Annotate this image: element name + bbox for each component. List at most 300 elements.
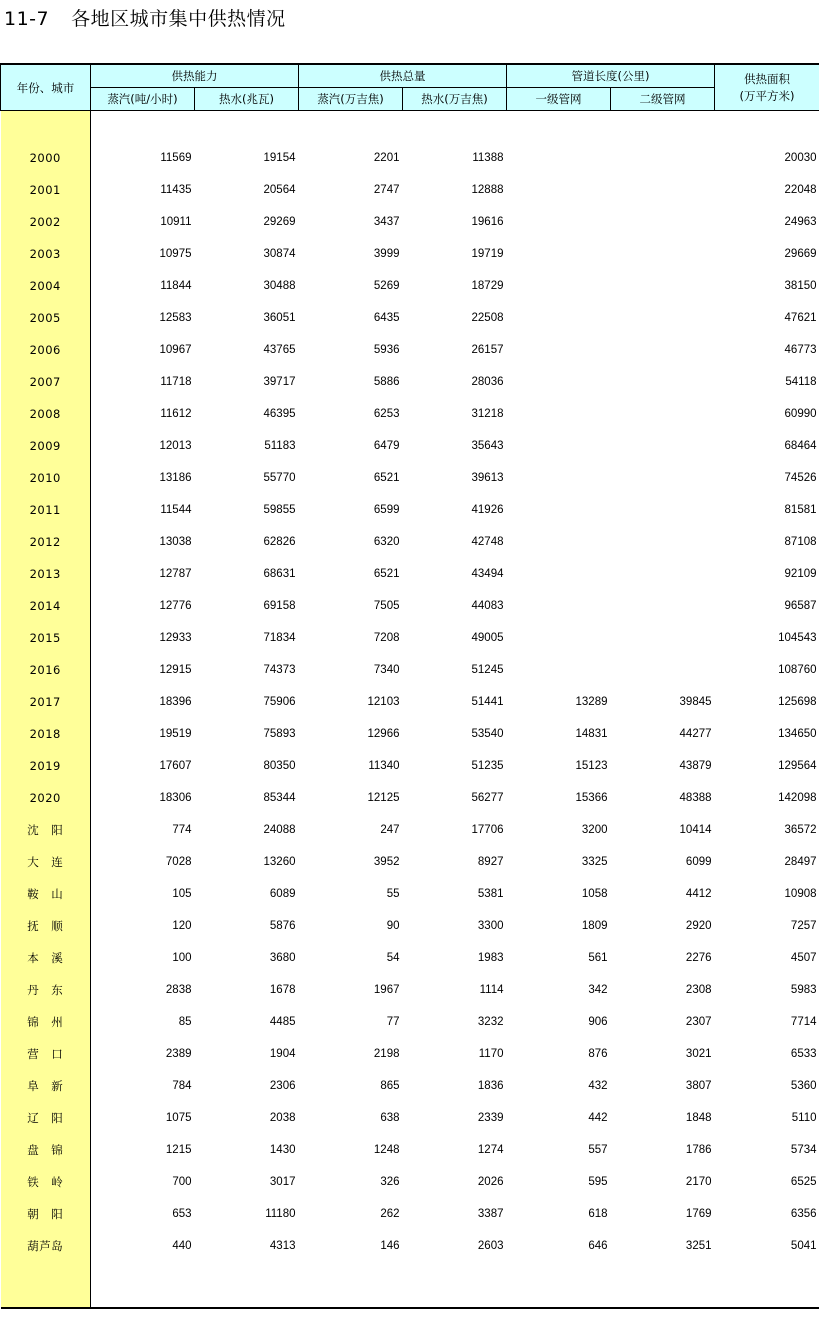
secondary-pipe-cell: 2276 xyxy=(685,952,712,964)
heating-area-cell: 5041 xyxy=(790,1240,817,1252)
steam-total-cell: 326 xyxy=(380,1176,400,1188)
row-label: 丹 东 xyxy=(1,974,91,1006)
hot-water-total-cell: 12888 xyxy=(471,184,504,196)
hot-water-total-cell: 1170 xyxy=(478,1048,504,1060)
steam-capacity-cell: 19519 xyxy=(159,728,192,740)
table-row xyxy=(1,206,819,238)
secondary-pipe-cell: 43879 xyxy=(679,760,712,772)
primary-pipe-cell xyxy=(507,174,611,206)
header-secondary-pipe: 二级管网 xyxy=(611,88,715,111)
row-label: 辽 阳 xyxy=(1,1102,91,1134)
page-title xyxy=(4,4,286,31)
steam-capacity-cell: 784 xyxy=(172,1080,192,1092)
row-label: 2007 xyxy=(1,366,91,398)
secondary-pipe-cell: 2170 xyxy=(685,1176,712,1188)
heating-area-cell: 24963 xyxy=(784,216,817,228)
heating-area-cell: 5983 xyxy=(790,984,817,996)
table-row xyxy=(1,1038,819,1070)
hot-water-capacity-cell: 74373 xyxy=(263,664,296,676)
secondary-pipe-cell: 1786 xyxy=(685,1144,712,1156)
steam-capacity-cell: 17607 xyxy=(159,760,192,772)
table-row xyxy=(1,814,819,846)
row-label: 2019 xyxy=(1,750,91,782)
heating-area-cell: 47621 xyxy=(784,312,817,324)
steam-capacity-cell: 18306 xyxy=(159,792,192,804)
row-label: 2001 xyxy=(1,174,91,206)
table-row xyxy=(1,494,819,526)
steam-total-cell: 5269 xyxy=(373,280,400,292)
header-pipe-length: 管道长度(公里) xyxy=(507,64,715,88)
steam-capacity-cell: 12013 xyxy=(159,440,192,452)
secondary-pipe-cell: 10414 xyxy=(679,824,712,836)
steam-total-cell: 865 xyxy=(380,1080,400,1092)
hot-water-total-cell: 3300 xyxy=(477,920,504,932)
secondary-pipe-cell xyxy=(611,270,715,302)
secondary-pipe-cell xyxy=(611,526,715,558)
primary-pipe-cell xyxy=(507,334,611,366)
hot-water-capacity-cell: 19154 xyxy=(263,152,296,164)
steam-total-cell: 638 xyxy=(380,1112,400,1124)
table-row xyxy=(1,1166,819,1198)
primary-pipe-cell xyxy=(507,558,611,590)
hot-water-capacity-cell: 75906 xyxy=(263,696,296,708)
heating-area-cell: 6525 xyxy=(790,1176,817,1188)
hot-water-total-cell: 2026 xyxy=(477,1176,504,1188)
steam-capacity-cell: 85 xyxy=(178,1016,192,1028)
hot-water-total-cell: 43494 xyxy=(471,568,504,580)
row-label: 2013 xyxy=(1,558,91,590)
primary-pipe-cell: 442 xyxy=(588,1112,608,1124)
heating-area-cell: 5110 xyxy=(791,1112,817,1124)
steam-capacity-cell: 2389 xyxy=(165,1048,192,1060)
primary-pipe-cell xyxy=(507,622,611,654)
table-row xyxy=(1,878,819,910)
row-label: 抚 顺 xyxy=(1,910,91,942)
table-row xyxy=(1,750,819,782)
row-label: 葫芦岛 xyxy=(1,1230,91,1262)
header-steam-total: 蒸汽(万吉焦) xyxy=(299,88,403,111)
hot-water-capacity-cell: 13260 xyxy=(263,856,296,868)
table-row xyxy=(1,942,819,974)
steam-total-cell: 1248 xyxy=(373,1144,400,1156)
steam-total-cell: 247 xyxy=(380,824,400,836)
steam-total-cell: 146 xyxy=(380,1240,400,1252)
primary-pipe-cell: 13289 xyxy=(575,696,608,708)
heating-area-cell: 60990 xyxy=(784,408,817,420)
heating-area-cell: 108760 xyxy=(778,664,817,676)
hot-water-capacity-cell: 43765 xyxy=(263,344,296,356)
heating-area-cell: 125698 xyxy=(778,696,817,708)
steam-total-cell: 6479 xyxy=(373,440,400,452)
header-row-label: 年份、城市 xyxy=(1,64,91,111)
hot-water-total-cell: 2339 xyxy=(477,1112,504,1124)
row-label: 2005 xyxy=(1,302,91,334)
steam-total-cell: 5936 xyxy=(373,344,400,356)
table-row xyxy=(1,174,819,206)
primary-pipe-cell xyxy=(507,654,611,686)
table-row xyxy=(1,398,819,430)
bottom-padding-row xyxy=(1,1262,819,1308)
row-label: 鞍 山 xyxy=(1,878,91,910)
steam-capacity-cell: 10911 xyxy=(160,216,192,228)
hot-water-capacity-cell: 71834 xyxy=(263,632,296,644)
steam-total-cell: 11340 xyxy=(368,760,400,772)
hot-water-total-cell: 2603 xyxy=(477,1240,504,1252)
steam-capacity-cell: 653 xyxy=(172,1208,192,1220)
heating-area-cell: 5360 xyxy=(790,1080,817,1092)
row-label: 2009 xyxy=(1,430,91,462)
secondary-pipe-cell xyxy=(611,430,715,462)
secondary-pipe-cell xyxy=(611,206,715,238)
hot-water-total-cell: 41926 xyxy=(471,504,504,516)
row-label: 2004 xyxy=(1,270,91,302)
hot-water-capacity-cell: 3680 xyxy=(269,952,296,964)
heating-area-cell: 129564 xyxy=(778,760,817,772)
hot-water-total-cell: 56277 xyxy=(471,792,504,804)
heating-area-cell: 134650 xyxy=(778,728,817,740)
heating-area-cell: 6356 xyxy=(790,1208,817,1220)
steam-total-cell: 6521 xyxy=(373,472,400,484)
table-row xyxy=(1,302,819,334)
heating-area-cell: 22048 xyxy=(784,184,817,196)
row-label: 盘 锦 xyxy=(1,1134,91,1166)
hot-water-total-cell: 11388 xyxy=(472,152,504,164)
primary-pipe-cell: 595 xyxy=(588,1176,608,1188)
hot-water-total-cell: 1983 xyxy=(477,952,504,964)
row-label: 锦 州 xyxy=(1,1006,91,1038)
table-row xyxy=(1,1006,819,1038)
header-area-unit: (万平方米) xyxy=(739,88,795,103)
table-row xyxy=(1,654,819,686)
heating-area-cell: 7714 xyxy=(790,1016,817,1028)
steam-capacity-cell: 700 xyxy=(172,1176,192,1188)
steam-capacity-cell: 1215 xyxy=(165,1144,192,1156)
primary-pipe-cell xyxy=(507,398,611,430)
hot-water-capacity-cell: 4313 xyxy=(269,1240,296,1252)
primary-pipe-cell xyxy=(507,366,611,398)
steam-total-cell: 6599 xyxy=(373,504,400,516)
secondary-pipe-cell: 1769 xyxy=(685,1208,712,1220)
row-label: 铁 岭 xyxy=(1,1166,91,1198)
row-label: 2020 xyxy=(1,782,91,814)
hot-water-total-cell: 28036 xyxy=(471,376,504,388)
steam-capacity-cell: 774 xyxy=(172,824,192,836)
steam-total-cell: 6253 xyxy=(373,408,400,420)
steam-capacity-cell: 12915 xyxy=(159,664,192,676)
steam-total-cell: 12125 xyxy=(367,792,400,804)
hot-water-capacity-cell: 20564 xyxy=(263,184,296,196)
primary-pipe-cell: 3325 xyxy=(581,856,608,868)
hot-water-capacity-cell: 1430 xyxy=(269,1144,296,1156)
primary-pipe-cell xyxy=(507,526,611,558)
hot-water-capacity-cell: 3017 xyxy=(269,1176,296,1188)
hot-water-total-cell: 19616 xyxy=(471,216,504,228)
header-hot-water-capacity: 热水(兆瓦) xyxy=(195,88,299,111)
secondary-pipe-cell: 2920 xyxy=(685,920,712,932)
steam-capacity-cell: 7028 xyxy=(165,856,192,868)
table-title: 各地区城市集中供热情况 xyxy=(71,8,286,30)
hot-water-capacity-cell: 80350 xyxy=(263,760,296,772)
row-label: 2015 xyxy=(1,622,91,654)
table-row xyxy=(1,974,819,1006)
hot-water-total-cell: 51441 xyxy=(471,696,504,708)
steam-capacity-cell: 11718 xyxy=(160,376,192,388)
row-label: 朝 阳 xyxy=(1,1198,91,1230)
hot-water-capacity-cell: 6089 xyxy=(269,888,296,900)
hot-water-total-cell: 17706 xyxy=(471,824,504,836)
hot-water-total-cell: 53540 xyxy=(471,728,504,740)
row-label: 沈 阳 xyxy=(1,814,91,846)
steam-capacity-cell: 12583 xyxy=(159,312,192,324)
secondary-pipe-cell: 2308 xyxy=(685,984,712,996)
row-label: 2014 xyxy=(1,590,91,622)
primary-pipe-cell: 906 xyxy=(588,1016,608,1028)
heating-area-cell: 96587 xyxy=(784,600,817,612)
heating-area-cell: 28497 xyxy=(784,856,817,868)
steam-capacity-cell: 1075 xyxy=(165,1112,192,1124)
table-body xyxy=(1,111,819,1309)
hot-water-capacity-cell: 75893 xyxy=(263,728,296,740)
primary-pipe-cell: 15366 xyxy=(575,792,608,804)
hot-water-capacity-cell: 55770 xyxy=(263,472,296,484)
secondary-pipe-cell: 48388 xyxy=(679,792,712,804)
hot-water-capacity-cell: 29269 xyxy=(263,216,296,228)
hot-water-capacity-cell: 46395 xyxy=(263,408,296,420)
table-row xyxy=(1,910,819,942)
steam-total-cell: 7505 xyxy=(373,600,400,612)
hot-water-total-cell: 31218 xyxy=(471,408,504,420)
secondary-pipe-cell xyxy=(611,238,715,270)
secondary-pipe-cell xyxy=(611,334,715,366)
table-row xyxy=(1,558,819,590)
secondary-pipe-cell: 3807 xyxy=(685,1080,712,1092)
primary-pipe-cell: 1058 xyxy=(581,888,608,900)
secondary-pipe-cell xyxy=(611,142,715,174)
secondary-pipe-cell xyxy=(611,494,715,526)
hot-water-total-cell: 1836 xyxy=(477,1080,504,1092)
steam-total-cell: 6521 xyxy=(373,568,400,580)
hot-water-total-cell: 49005 xyxy=(471,632,504,644)
hot-water-capacity-cell: 85344 xyxy=(263,792,296,804)
primary-pipe-cell: 1809 xyxy=(581,920,608,932)
heating-area-cell: 68464 xyxy=(784,440,817,452)
hot-water-total-cell: 8927 xyxy=(477,856,504,868)
hot-water-capacity-cell: 36051 xyxy=(263,312,296,324)
heating-area-cell: 92109 xyxy=(784,568,817,580)
hot-water-total-cell: 3232 xyxy=(477,1016,504,1028)
row-label: 2010 xyxy=(1,462,91,494)
header-capacity: 供热能力 xyxy=(91,64,299,88)
heating-area-cell: 6533 xyxy=(790,1048,817,1060)
row-label: 营 口 xyxy=(1,1038,91,1070)
steam-capacity-cell: 11612 xyxy=(160,408,192,420)
header-area-label: 供热面积 xyxy=(744,71,791,86)
header-primary-pipe: 一级管网 xyxy=(507,88,611,111)
heating-area-cell: 36572 xyxy=(784,824,817,836)
row-label: 2006 xyxy=(1,334,91,366)
steam-total-cell: 2747 xyxy=(373,184,400,196)
secondary-pipe-cell xyxy=(611,302,715,334)
heating-area-cell: 5734 xyxy=(790,1144,817,1156)
table-row xyxy=(1,590,819,622)
hot-water-capacity-cell: 51183 xyxy=(264,440,296,452)
secondary-pipe-cell: 44277 xyxy=(679,728,712,740)
heating-area-cell: 4507 xyxy=(790,952,817,964)
primary-pipe-cell: 618 xyxy=(588,1208,608,1220)
hot-water-total-cell: 3387 xyxy=(477,1208,504,1220)
steam-total-cell: 77 xyxy=(386,1016,400,1028)
heating-area-cell: 142098 xyxy=(778,792,817,804)
heating-table xyxy=(0,63,819,1309)
secondary-pipe-cell xyxy=(611,462,715,494)
secondary-pipe-cell: 2307 xyxy=(685,1016,712,1028)
primary-pipe-cell: 432 xyxy=(588,1080,608,1092)
steam-capacity-cell: 13186 xyxy=(159,472,192,484)
heating-area-cell: 81581 xyxy=(784,504,817,516)
row-label: 2017 xyxy=(1,686,91,718)
hot-water-capacity-cell: 4485 xyxy=(269,1016,296,1028)
table-row xyxy=(1,238,819,270)
row-label: 2016 xyxy=(1,654,91,686)
hot-water-total-cell: 35643 xyxy=(471,440,504,452)
hot-water-capacity-cell: 39717 xyxy=(263,376,296,388)
steam-capacity-cell: 12787 xyxy=(159,568,192,580)
spacer-row xyxy=(1,111,819,143)
table-row xyxy=(1,142,819,174)
steam-capacity-cell: 12776 xyxy=(159,600,192,612)
hot-water-capacity-cell: 11180 xyxy=(265,1208,296,1220)
secondary-pipe-cell xyxy=(611,366,715,398)
heating-area-cell: 10908 xyxy=(784,888,817,900)
table-row xyxy=(1,430,819,462)
primary-pipe-cell xyxy=(507,494,611,526)
primary-pipe-cell: 561 xyxy=(588,952,608,964)
heating-area-cell: 74526 xyxy=(784,472,817,484)
steam-capacity-cell: 11844 xyxy=(160,280,192,292)
primary-pipe-cell xyxy=(507,590,611,622)
header-steam-capacity: 蒸汽(吨/小时) xyxy=(91,88,195,111)
secondary-pipe-cell: 6099 xyxy=(685,856,712,868)
primary-pipe-cell xyxy=(507,430,611,462)
table-header xyxy=(1,64,819,111)
steam-total-cell: 262 xyxy=(380,1208,400,1220)
table-row xyxy=(1,334,819,366)
table-row xyxy=(1,846,819,878)
row-label: 阜 新 xyxy=(1,1070,91,1102)
table-number: 11-7 xyxy=(4,8,50,30)
steam-total-cell: 90 xyxy=(386,920,400,932)
header-total: 供热总量 xyxy=(299,64,507,88)
row-label: 2018 xyxy=(1,718,91,750)
hot-water-total-cell: 22508 xyxy=(471,312,504,324)
hot-water-total-cell: 51245 xyxy=(471,664,504,676)
table-row xyxy=(1,1102,819,1134)
hot-water-capacity-cell: 68631 xyxy=(263,568,296,580)
secondary-pipe-cell xyxy=(611,622,715,654)
hot-water-capacity-cell: 1678 xyxy=(269,984,296,996)
primary-pipe-cell: 3200 xyxy=(581,824,608,836)
steam-total-cell: 5886 xyxy=(373,376,400,388)
hot-water-capacity-cell: 69158 xyxy=(263,600,296,612)
secondary-pipe-cell: 3251 xyxy=(685,1240,712,1252)
steam-capacity-cell: 120 xyxy=(172,920,192,932)
hot-water-total-cell: 1274 xyxy=(477,1144,504,1156)
steam-capacity-cell: 11544 xyxy=(160,504,192,516)
steam-total-cell: 7340 xyxy=(373,664,400,676)
hot-water-total-cell: 18729 xyxy=(471,280,504,292)
heating-area-cell: 87108 xyxy=(784,536,817,548)
steam-total-cell: 2201 xyxy=(373,152,400,164)
primary-pipe-cell: 15123 xyxy=(575,760,608,772)
hot-water-total-cell: 44083 xyxy=(471,600,504,612)
row-label: 2008 xyxy=(1,398,91,430)
hot-water-capacity-cell: 62826 xyxy=(263,536,296,548)
primary-pipe-cell xyxy=(507,270,611,302)
primary-pipe-cell: 557 xyxy=(588,1144,608,1156)
table-row xyxy=(1,1198,819,1230)
hot-water-capacity-cell: 30874 xyxy=(263,248,296,260)
heating-area-cell: 38150 xyxy=(784,280,817,292)
secondary-pipe-cell: 1848 xyxy=(685,1112,712,1124)
secondary-pipe-cell xyxy=(611,654,715,686)
row-label: 2002 xyxy=(1,206,91,238)
primary-pipe-cell xyxy=(507,462,611,494)
primary-pipe-cell: 342 xyxy=(588,984,608,996)
hot-water-total-cell: 42748 xyxy=(471,536,504,548)
steam-capacity-cell: 100 xyxy=(172,952,192,964)
hot-water-capacity-cell: 30488 xyxy=(263,280,296,292)
steam-total-cell: 12966 xyxy=(367,728,400,740)
table-row xyxy=(1,526,819,558)
hot-water-capacity-cell: 2038 xyxy=(269,1112,296,1124)
steam-total-cell: 1967 xyxy=(373,984,400,996)
heating-area-cell: 54118 xyxy=(785,376,817,388)
heating-area-cell: 29669 xyxy=(784,248,817,260)
table-row xyxy=(1,462,819,494)
steam-capacity-cell: 18396 xyxy=(159,696,192,708)
primary-pipe-cell xyxy=(507,206,611,238)
steam-capacity-cell: 10975 xyxy=(159,248,192,260)
table-row xyxy=(1,1230,819,1262)
row-label: 本 溪 xyxy=(1,942,91,974)
header-hot-water-total: 热水(万吉焦) xyxy=(403,88,507,111)
hot-water-capacity-cell: 5876 xyxy=(269,920,296,932)
primary-pipe-cell: 876 xyxy=(588,1048,608,1060)
primary-pipe-cell: 646 xyxy=(588,1240,608,1252)
steam-total-cell: 3999 xyxy=(373,248,400,260)
secondary-pipe-cell: 3021 xyxy=(685,1048,712,1060)
primary-pipe-cell xyxy=(507,142,611,174)
primary-pipe-cell: 14831 xyxy=(575,728,608,740)
primary-pipe-cell xyxy=(507,302,611,334)
hot-water-capacity-cell: 24088 xyxy=(263,824,296,836)
hot-water-capacity-cell: 59855 xyxy=(263,504,296,516)
hot-water-total-cell: 5381 xyxy=(477,888,504,900)
steam-total-cell: 55 xyxy=(386,888,400,900)
table-row xyxy=(1,270,819,302)
secondary-pipe-cell xyxy=(611,174,715,206)
hot-water-capacity-cell: 2306 xyxy=(269,1080,296,1092)
secondary-pipe-cell xyxy=(611,398,715,430)
hot-water-total-cell: 51235 xyxy=(471,760,504,772)
secondary-pipe-cell xyxy=(611,558,715,590)
secondary-pipe-cell: 4412 xyxy=(685,888,712,900)
table-row xyxy=(1,622,819,654)
steam-capacity-cell: 105 xyxy=(172,888,192,900)
primary-pipe-cell xyxy=(507,238,611,270)
row-label: 2012 xyxy=(1,526,91,558)
table-row xyxy=(1,782,819,814)
